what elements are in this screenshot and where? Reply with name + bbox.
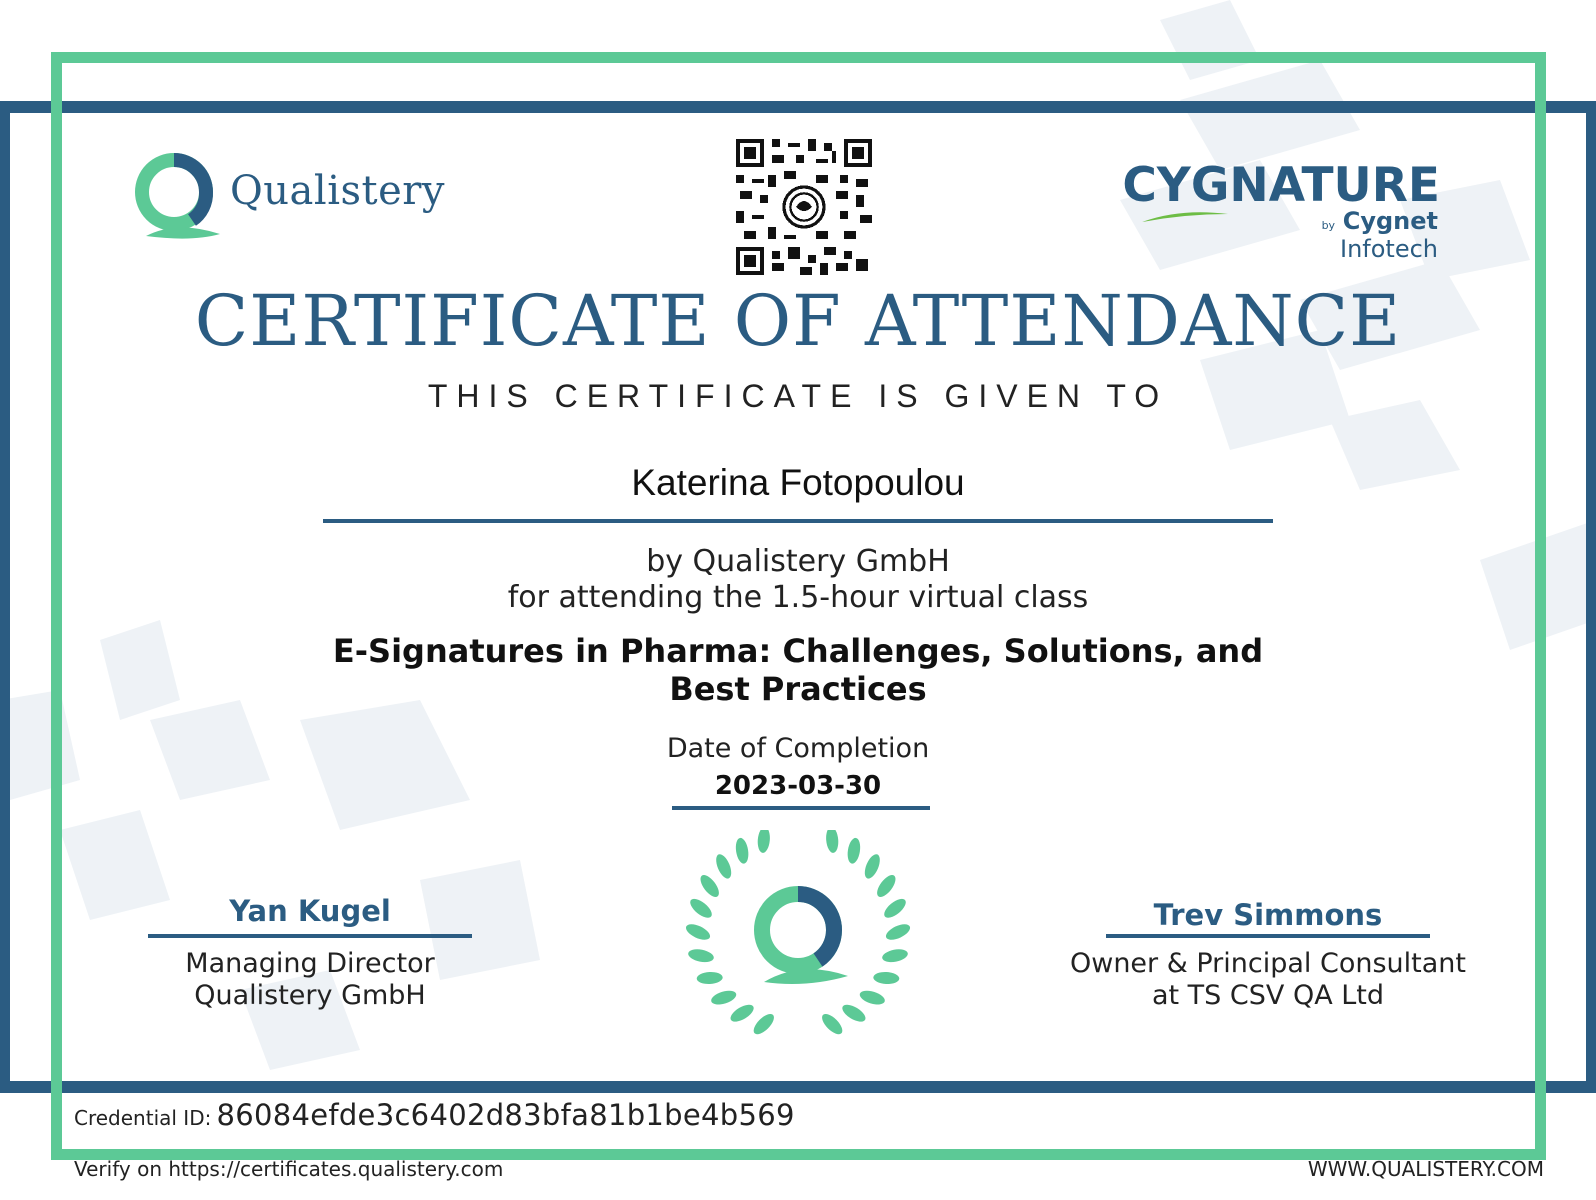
laurel-leaf (874, 872, 899, 900)
issuer-line: by Qualistery GmbH (646, 544, 950, 579)
by-label: by (1321, 219, 1336, 232)
signatory-left-underline (148, 934, 472, 938)
credential-id (74, 1098, 795, 1132)
signatory-right-role-line2: at TS CSV QA Ltd (1151, 980, 1385, 1011)
laurel-leaf (881, 947, 909, 964)
date-label: Date of Completion (666, 733, 930, 764)
cygnature-logo-text: CYGNATURE (1122, 158, 1440, 213)
laurel-leaf (713, 852, 734, 881)
laurel-seal-icon (676, 830, 920, 1050)
laurel-leaf (750, 1011, 777, 1038)
signatory-left-role-line2: Qualistery GmbH (194, 980, 426, 1011)
certificate-title: CERTIFICATE OF ATTENDANCE (194, 280, 1402, 362)
laurel-leaf (728, 1001, 756, 1025)
laurel-leaf (697, 872, 722, 900)
laurel-leaf (862, 852, 883, 881)
laurel-leaf (873, 971, 900, 984)
date-underline (672, 806, 930, 810)
signatory-right-role-line1: Owner & Principal Consultant (1069, 948, 1466, 979)
cygnature-swoosh-icon (1140, 206, 1230, 226)
signatory-left-name: Yan Kugel (229, 894, 391, 928)
signatory-right-underline (1106, 934, 1430, 938)
qualistery-logo-text: Qualistery (230, 168, 445, 214)
qr-code (736, 139, 872, 275)
laurel-leaf (687, 895, 715, 921)
laurel-leaf (825, 830, 839, 853)
cygnet-infotech-logo-text (1228, 207, 1438, 263)
recipient-name: Katerina Fotopoulou (631, 462, 965, 503)
credential-label: Credential ID: (74, 1106, 212, 1130)
signatory-left-role-line1: Managing Director (185, 948, 435, 979)
laurel-leaf (846, 837, 862, 865)
laurel-leaf (881, 895, 909, 921)
website-link[interactable]: WWW.QUALISTERY.COM (1307, 1157, 1544, 1181)
infotech-label: Infotech (1339, 235, 1438, 263)
laurel-leaf (858, 988, 886, 1007)
laurel-leaf (840, 1001, 868, 1025)
course-title: E-Signatures in Pharma: Challenges, Solutions, and Best Practices (332, 632, 1264, 708)
laurel-leaf (757, 830, 771, 853)
laurel-leaf (684, 921, 713, 943)
laurel-leaf (687, 947, 715, 964)
laurel-leaf (710, 988, 738, 1007)
verify-link[interactable]: Verify on https://certificates.qualistery.com (74, 1157, 504, 1181)
credential-value: 86084efde3c6402d83bfa81b1be4b569 (216, 1098, 795, 1132)
laurel-leaf (734, 837, 750, 865)
attendance-line: for attending the 1.5-hour virtual class (507, 580, 1089, 615)
laurel-leaf (819, 1011, 846, 1038)
signatory-right-name: Trev Simmons (1153, 898, 1383, 932)
laurel-leaf (884, 921, 913, 943)
laurel-leaf (696, 971, 723, 984)
recipient-underline (323, 519, 1273, 523)
date-value: 2023-03-30 (714, 771, 882, 801)
cygnet-label: Cygnet (1342, 207, 1438, 235)
given-to-label: THIS CERTIFICATE IS GIVEN TO (427, 378, 1169, 414)
